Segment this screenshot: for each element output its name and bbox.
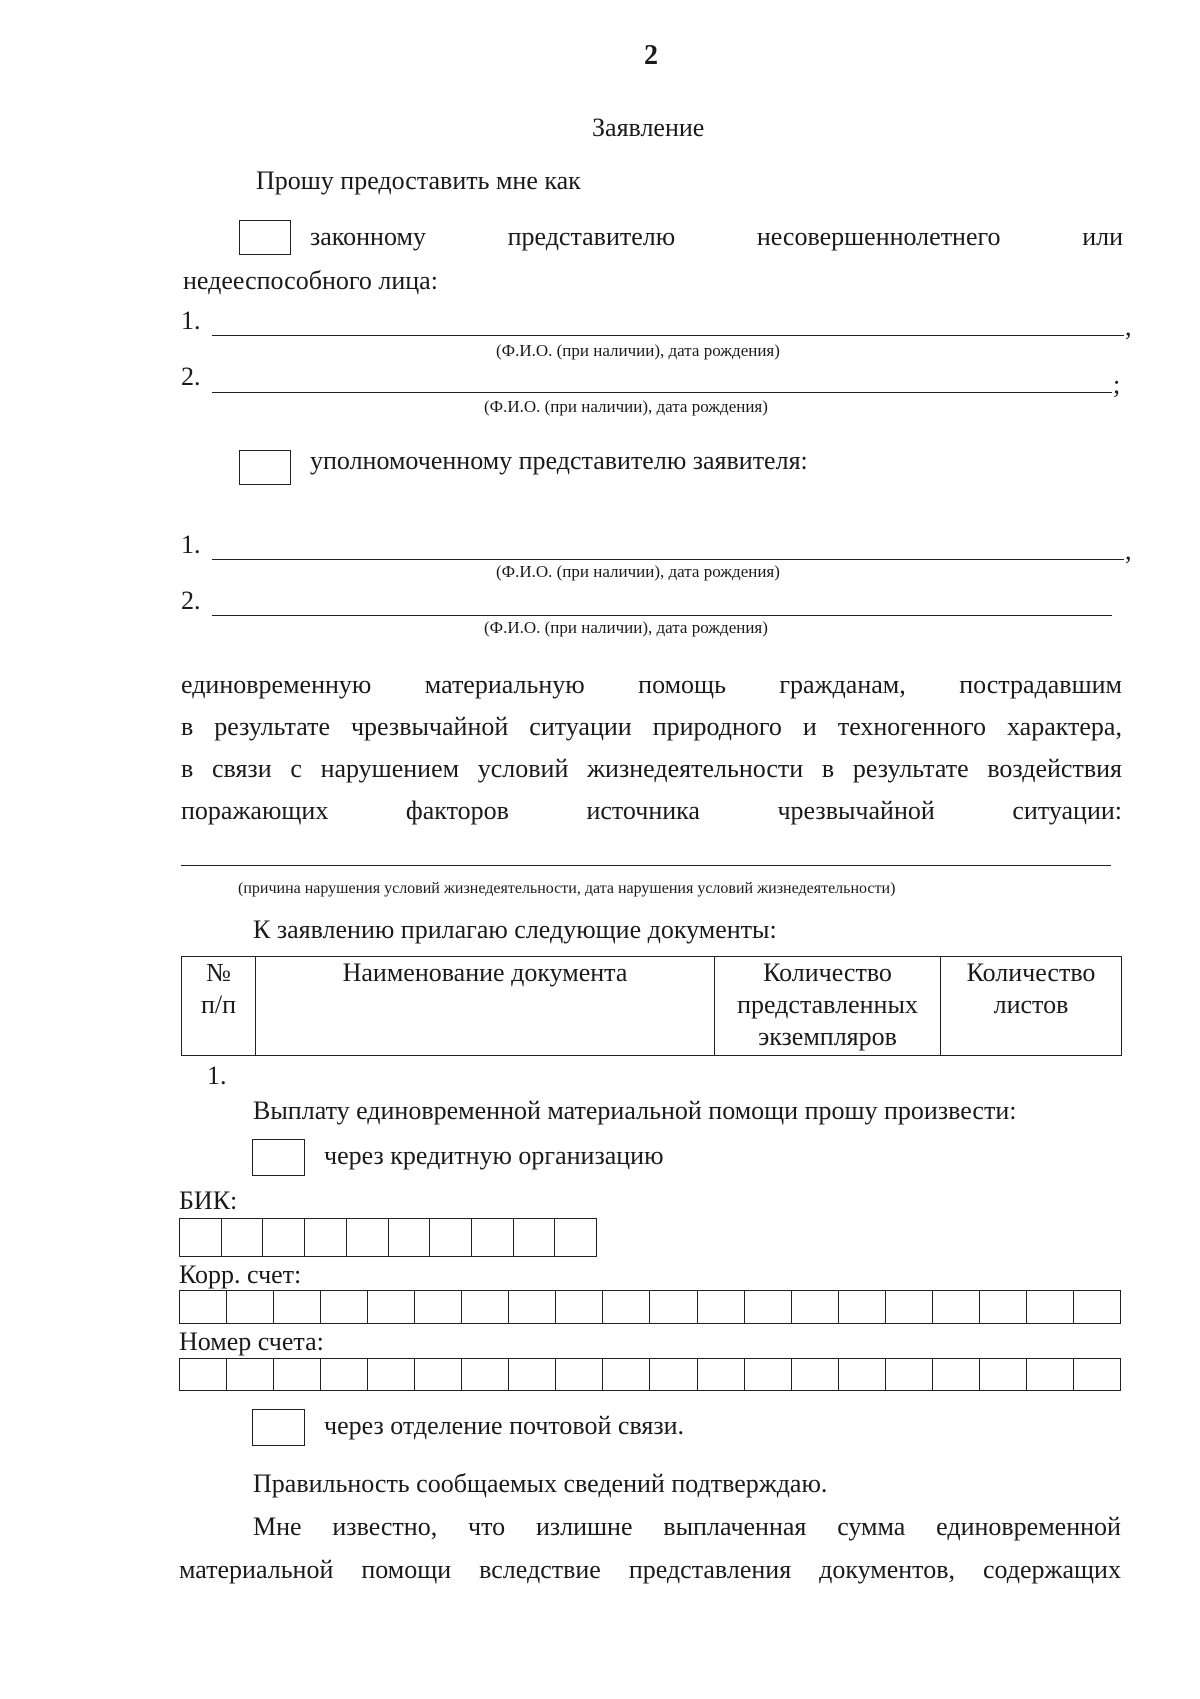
post-option-label: через отделение почтовой связи. [324, 1411, 685, 1440]
purpose-word: в [181, 712, 194, 741]
purpose-line-4 [181, 796, 1122, 826]
documents-table [181, 956, 1122, 1056]
notice-word: что [468, 1512, 506, 1541]
legal-word: представителю [507, 222, 676, 251]
purpose-line-1 [181, 670, 1122, 700]
purpose-word: результате [214, 712, 330, 741]
digit-cell[interactable] [509, 1359, 556, 1390]
purpose-word: поражающих [181, 796, 329, 825]
purpose-word: с [290, 754, 302, 783]
notice-word: вследствие [479, 1555, 601, 1584]
purpose-line-3 [181, 754, 1122, 784]
digit-cell[interactable] [462, 1291, 509, 1323]
purpose-word: и [802, 712, 817, 741]
legal-entry-caption: (Ф.И.О. (при наличии), дата рождения) [496, 341, 780, 360]
purpose-word: в [821, 754, 835, 783]
purpose-word: природного [652, 712, 782, 741]
digit-cell[interactable] [650, 1291, 697, 1323]
digit-cell[interactable] [274, 1291, 321, 1323]
purpose-word: чрезвычайной [777, 796, 935, 825]
authorized-entry-number: 1. [181, 530, 201, 559]
digit-cell[interactable] [792, 1291, 839, 1323]
purpose-word: пострадавшим [959, 670, 1122, 699]
header-copies-line: экземпляров [758, 1022, 897, 1051]
purpose-word: в [181, 754, 194, 783]
notice-word: помощи [361, 1555, 452, 1584]
header-name-text: Наименование документа [342, 958, 628, 987]
reason-caption: (причина нарушения условий жизнедеятельности, дата нарушения условий жизнедеятельности) [238, 880, 896, 897]
purpose-word: связи [211, 754, 272, 783]
digit-cell[interactable] [1027, 1359, 1074, 1390]
authorized-entry-number: 2. [181, 586, 201, 615]
purpose-word: факторов [405, 796, 509, 825]
digit-cell[interactable] [180, 1359, 227, 1390]
purpose-word: жизнедеятельности [587, 754, 804, 783]
digit-cell[interactable] [472, 1219, 514, 1256]
digit-cell[interactable] [650, 1359, 697, 1390]
digit-cell[interactable] [389, 1219, 431, 1256]
legal-entry-caption: (Ф.И.О. (при наличии), дата рождения) [484, 397, 768, 416]
authorized-representative-checkbox[interactable] [239, 450, 291, 485]
notice-word: сумма [837, 1512, 906, 1541]
notice-word: Мне [253, 1512, 302, 1541]
purpose-word: ситуации [529, 712, 632, 741]
purpose-word: источника [586, 796, 700, 825]
digit-cell[interactable] [368, 1291, 415, 1323]
purpose-word: единовременную [181, 670, 372, 699]
notice-word: содержащих [982, 1555, 1121, 1584]
notice-word: известно, [332, 1512, 438, 1541]
notice-word: документов, [819, 1555, 955, 1584]
bank-option-checkbox[interactable] [252, 1139, 305, 1176]
digit-cell[interactable] [556, 1291, 603, 1323]
digit-cell[interactable] [509, 1291, 556, 1323]
authorized-entry-1-field[interactable] [212, 559, 1124, 560]
header-sheets [941, 957, 1122, 1056]
digit-cell[interactable] [603, 1291, 650, 1323]
digit-cell[interactable] [415, 1291, 462, 1323]
payment-intro: Выплату единовременной материальной помощи прошу произвести: [253, 1096, 1017, 1125]
digit-cell[interactable] [886, 1359, 933, 1390]
legal-entry-number: 1. [181, 306, 201, 335]
reason-field[interactable] [181, 865, 1111, 866]
digit-cell[interactable] [933, 1359, 980, 1390]
digit-cell[interactable] [415, 1359, 462, 1390]
authorized-entry-caption: (Ф.И.О. (при наличии), дата рождения) [496, 562, 780, 581]
legal-representative-label [310, 222, 1123, 252]
purpose-word: материальную [424, 670, 585, 699]
digit-cell[interactable] [933, 1291, 980, 1323]
purpose-word: воздействия [987, 754, 1122, 783]
header-sheets-line: Количество [966, 958, 1096, 987]
header-num-line: п/п [200, 990, 237, 1019]
bik-grid[interactable] [179, 1218, 597, 1257]
bank-option-label: через кредитную организацию [324, 1141, 664, 1170]
digit-cell[interactable] [886, 1291, 933, 1323]
digit-cell[interactable] [555, 1219, 596, 1256]
digit-cell[interactable] [792, 1359, 839, 1390]
digit-cell[interactable] [227, 1359, 274, 1390]
corr-account-grid[interactable] [179, 1290, 1121, 1324]
notice-line-1 [253, 1512, 1121, 1542]
purpose-word: помощь [638, 670, 726, 699]
header-num-line: № [206, 958, 231, 987]
legal-word: законному [310, 222, 426, 251]
digit-cell[interactable] [745, 1291, 792, 1323]
purpose-line-2 [181, 712, 1122, 742]
purpose-word: ситуации: [1012, 796, 1122, 825]
digit-cell[interactable] [1027, 1291, 1074, 1323]
post-option-checkbox[interactable] [252, 1409, 305, 1446]
notice-word: излишне [535, 1512, 633, 1541]
request-intro: Прошу предоставить мне как [256, 166, 581, 195]
digit-cell[interactable] [556, 1359, 603, 1390]
confirmation-text: Правильность сообщаемых сведений подтверждаю. [253, 1469, 828, 1498]
digit-cell[interactable] [180, 1291, 227, 1323]
header-sheets-line: листов [993, 990, 1069, 1019]
authorized-representative-label: уполномоченному представителю заявителя: [310, 446, 808, 475]
notice-word: представления [628, 1555, 792, 1584]
digit-cell[interactable] [347, 1219, 389, 1256]
purpose-word: результате [852, 754, 969, 783]
header-copies-line: Количество [763, 958, 892, 987]
notice-line-2 [179, 1555, 1121, 1585]
attachments-intro: К заявлению прилагаю следующие документы: [253, 915, 777, 944]
purpose-word: техногенного [837, 712, 987, 741]
account-number-label: Номер счета: [179, 1327, 324, 1356]
header-name [256, 957, 715, 1056]
digit-cell[interactable] [305, 1219, 347, 1256]
digit-cell[interactable] [462, 1359, 509, 1390]
header-copies-line: представленных [737, 990, 918, 1019]
digit-cell[interactable] [698, 1291, 745, 1323]
purpose-word: нарушением [320, 754, 460, 783]
digit-cell[interactable] [514, 1219, 556, 1256]
legal-word: или [1082, 222, 1123, 251]
digit-cell[interactable] [603, 1359, 650, 1390]
corr-account-label: Корр. счет: [179, 1260, 302, 1289]
digit-cell[interactable] [839, 1359, 886, 1390]
purpose-word: характера, [1007, 712, 1122, 741]
digit-cell[interactable] [180, 1219, 222, 1256]
digit-cell[interactable] [1074, 1291, 1120, 1323]
digit-cell[interactable] [430, 1219, 472, 1256]
legal-entry-number: 2. [181, 362, 201, 391]
notice-word: материальной [179, 1555, 334, 1584]
document-row-number: 1. [207, 1061, 227, 1090]
authorized-entry-2-field[interactable] [212, 615, 1112, 616]
page-number: 2 [644, 40, 658, 71]
header-copies [715, 957, 941, 1056]
page-title: Заявление [592, 113, 705, 142]
digit-cell[interactable] [745, 1359, 792, 1390]
authorized-entry-caption: (Ф.И.О. (при наличии), дата рождения) [484, 618, 768, 637]
header-num [182, 957, 256, 1056]
digit-cell[interactable] [698, 1359, 745, 1390]
legal-entry-end: , [1125, 312, 1132, 341]
digit-cell[interactable] [1074, 1359, 1120, 1390]
digit-cell[interactable] [321, 1359, 368, 1390]
purpose-word: гражданам, [779, 670, 906, 699]
purpose-word: чрезвычайной [350, 712, 509, 741]
digit-cell[interactable] [321, 1291, 368, 1323]
digit-cell[interactable] [274, 1359, 321, 1390]
digit-cell[interactable] [839, 1291, 886, 1323]
digit-cell[interactable] [222, 1219, 264, 1256]
account-number-grid[interactable] [179, 1358, 1121, 1391]
legal-entry-1-field[interactable] [212, 335, 1124, 336]
bik-label: БИК: [179, 1186, 238, 1215]
digit-cell[interactable] [980, 1359, 1027, 1390]
authorized-entry-end: , [1125, 536, 1132, 565]
notice-word: единовременной [936, 1512, 1121, 1541]
legal-entry-end: ; [1113, 370, 1121, 399]
notice-word: выплаченная [663, 1512, 807, 1541]
digit-cell[interactable] [227, 1291, 274, 1323]
legal-word: несовершеннолетнего [756, 222, 1001, 251]
digit-cell[interactable] [980, 1291, 1027, 1323]
legal-representative-label-cont: недееспособного лица: [183, 266, 438, 295]
digit-cell[interactable] [263, 1219, 305, 1256]
legal-representative-checkbox[interactable] [239, 220, 291, 255]
purpose-word: условий [477, 754, 569, 783]
digit-cell[interactable] [368, 1359, 415, 1390]
legal-entry-2-field[interactable] [212, 392, 1112, 393]
